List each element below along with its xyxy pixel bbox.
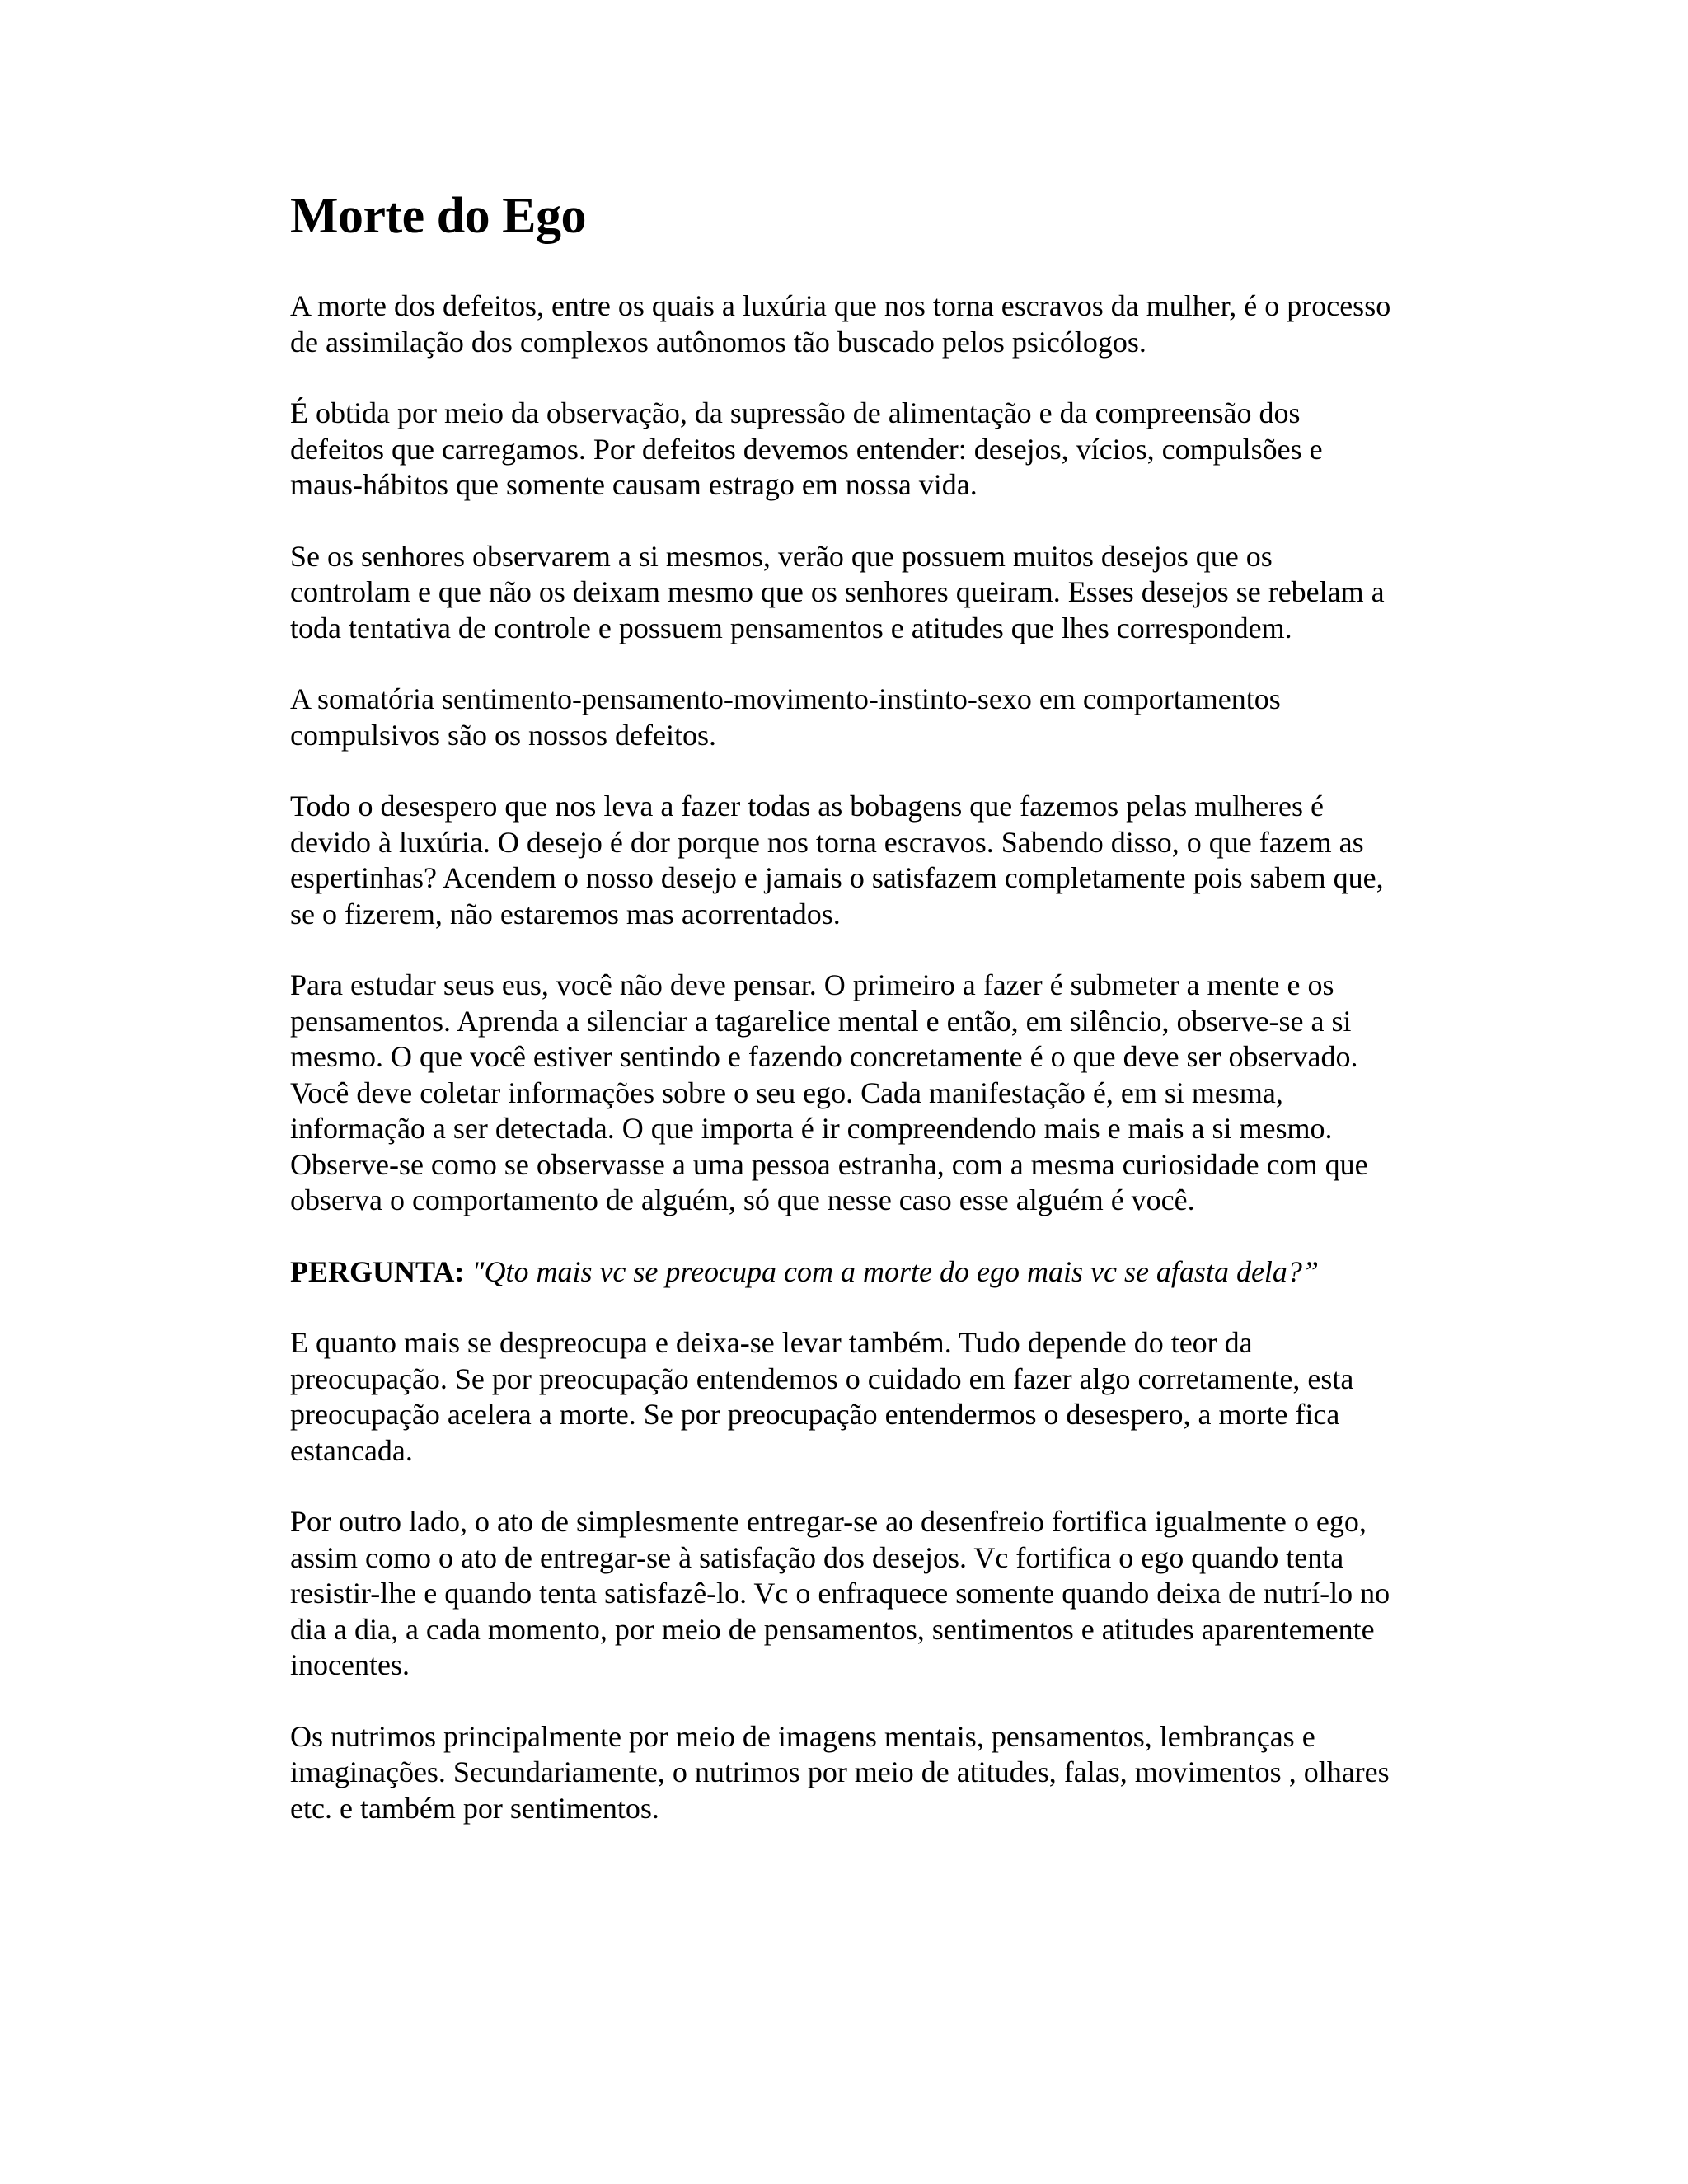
paragraph: Todo o desespero que nos leva a fazer todas as bobagens que fazemos pelas mulheres é devido à luxúria. O desejo é dor porque nos torna escravos. Sabendo disso, o que fazem as espertinhas? Acendem o nosso desejo e jamais o satisfazem completamente pois sabem que, se o fizerem, não estaremos mas acorrentados. — [290, 790, 1384, 930]
answer-paragraph: Os nutrimos principalmente por meio de imagens mentais, pensamentos, lembranças e imaginações. Secundariamente, o nutrimos por meio de atitudes, falas, movimentos , olhares etc. e também por sentimentos. — [290, 1719, 1390, 1825]
paragraph: Para estudar seus eus, você não deve pensar. O primeiro a fazer é submeter a mente e os pensamentos. Aprenda a silenciar a tagarelice mental e então, em silêncio, observe-se a si mesmo. O que você estiver sentindo e fazendo concretamente é o que deve ser observado. Você deve coletar informações sobre o seu ego. Cada manifestação é, em si mesma, informação a ser detectada. O que importa é ir compreendendo mais e mais a si mesmo. Observe-se como se observasse a uma pessoa estranha, com a mesma curiosidade com que observa o comportamento de alguém, só que nesse caso esse alguém é você. — [290, 968, 1368, 1216]
paragraph: A somatória sentimento-pensamento-movimento-instinto-sexo em comportamentos compulsivos são os nossos defeitos. — [290, 682, 1281, 752]
answer-paragraph: E quanto mais se despreocupa e deixa-se levar também. Tudo depende do teor da preocupação. Se por preocupação entendemos o cuidado em fazer algo corretamente, esta preocupação acelera a morte. Se por preocupação entendermos o desespero, a morte fica estancada. — [290, 1326, 1354, 1467]
paragraph: É obtida por meio da observação, da supressão de alimentação e da compreensão dos defeitos que carregamos. Por defeitos devemos entender: desejos, vícios, compulsões e maus-hábitos que somente causam estrago em nossa vida. — [290, 396, 1323, 501]
question-label: PERGUNTA: — [290, 1254, 465, 1288]
answer-paragraph: Por outro lado, o ato de simplesmente entregar-se ao desenfreio fortifica igualmente o ego, assim como o ato de entregar-se à satisfação dos desejos. Vc fortifica o ego quando tenta resistir-lhe e quando tenta satisfazê-lo. Vc o enfraquece somente quando deixa de nutrí-lo no dia a dia, a cada momento, por meio de pensamentos, sentimentos e atitudes aparentemente inocentes. — [290, 1505, 1390, 1681]
page-title: Morte do Ego — [290, 188, 587, 244]
paragraph: A morte dos defeitos, entre os quais a luxúria que nos torna escravos da mulher, é o processo de assimilação dos complexos autônomos tão buscado pelos psicólogos. — [290, 289, 1391, 359]
question-text: "Qto mais vc se preocupa com a morte do ego mais vc se afasta dela?” — [471, 1254, 1319, 1288]
document-body — [290, 183, 1395, 1862]
question-paragraph — [290, 1254, 1395, 1291]
paragraph: Se os senhores observarem a si mesmos, verão que possuem muitos desejos que os controlam e que não os deixam mesmo que os senhores queiram. Esses desejos se rebelam a toda tentativa de controle e possuem pensamentos e atitudes que lhes correspondem. — [290, 539, 1385, 644]
